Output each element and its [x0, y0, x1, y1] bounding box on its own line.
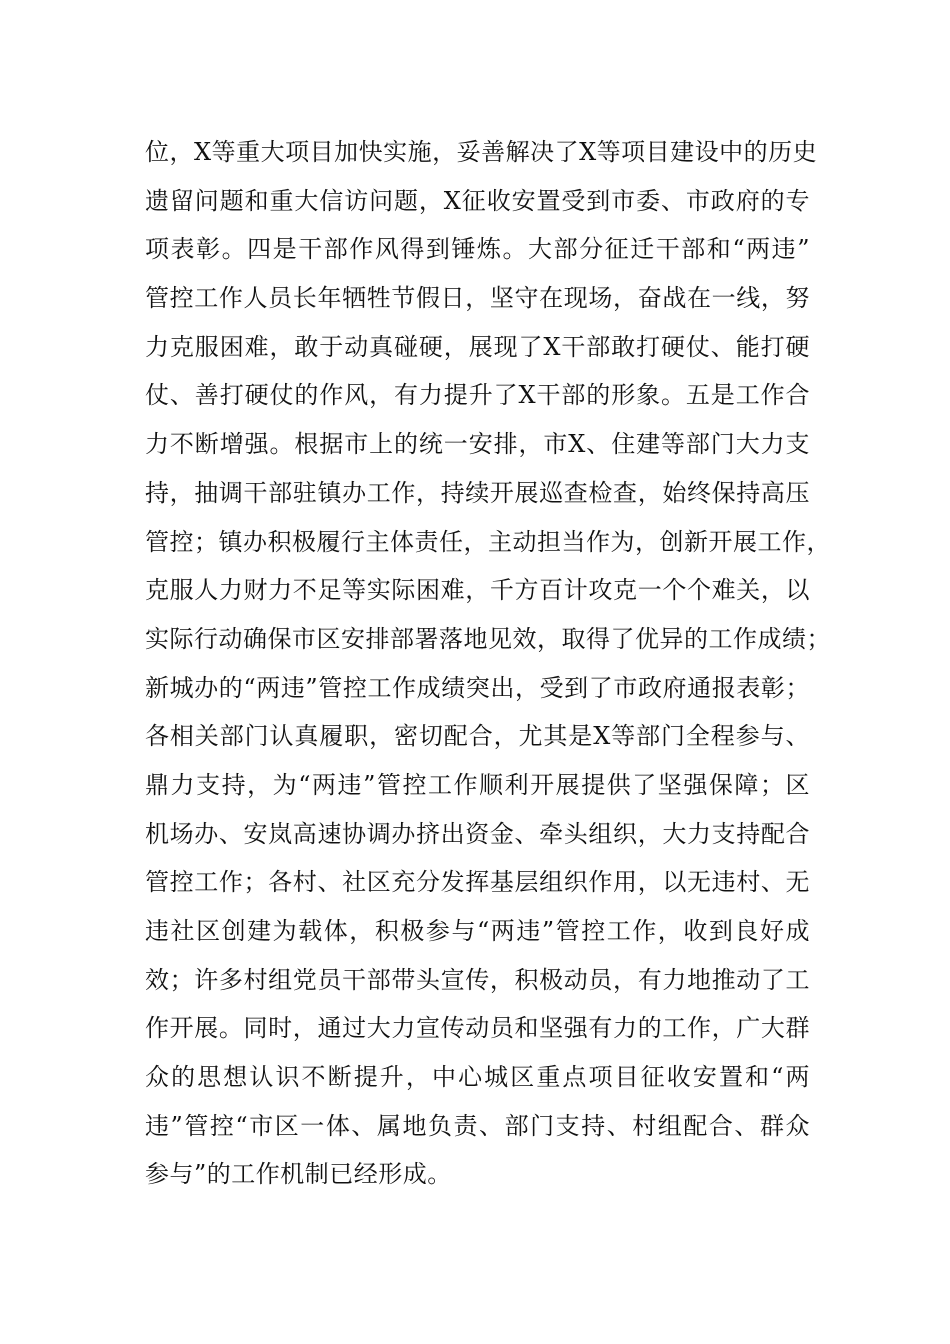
text-line: 管控工作；各村、社区充分发挥基层组织作用，以无违村、无	[145, 868, 810, 897]
text-line: 新城办的“两违”管控工作成绩突出，受到了市政府通报表彰；	[145, 673, 810, 702]
text-line: 实际行动确保市区安排部署落地见效，取得了优异的工作成绩；	[145, 624, 831, 653]
text-line: 参与”的工作机制已经形成。	[145, 1160, 452, 1189]
text-line: 仗、善打硬仗的作风，有力提升了X干部的形象。五是工作合	[145, 381, 810, 410]
text-line: 遗留问题和重大信访问题，X征收安置受到市委、市政府的专	[145, 186, 810, 215]
text-line: 各相关部门认真履职，密切配合，尤其是X等部门全程参与、	[145, 722, 810, 751]
text-line: 力克服困难，敢于动真碰硬，展现了X干部敢打硬仗、能打硬	[145, 332, 810, 361]
text-line: 机场办、安岚高速协调办挤出资金、牵头组织，大力支持配合	[145, 819, 810, 848]
text-line: 力不断增强。根据市上的统一安排，市X、住建等部门大力支	[145, 430, 810, 459]
text-line: 项表彰。四是干部作风得到锤炼。大部分征迁干部和“两违”	[145, 235, 810, 264]
text-line: 违”管控“市区一体、属地负责、部门支持、村组配合、群众	[145, 1111, 810, 1140]
text-line: 鼎力支持，为“两违”管控工作顺利开展提供了坚强保障；区	[145, 770, 810, 799]
text-line: 作开展。同时，通过大力宣传动员和坚强有力的工作，广大群	[145, 1014, 810, 1043]
text-line: 违社区创建为载体，积极参与“两违”管控工作，收到良好成	[145, 917, 810, 945]
text-line: 众的思想认识不断提升，中心城区重点项目征收安置和“两	[145, 1063, 810, 1092]
body-text	[145, 128, 831, 1199]
text-line: 位，X等重大项目加快实施，妥善解决了X等项目建设中的历史	[145, 138, 818, 166]
text-line: 效；许多村组党员干部带头宣传，积极动员，有力地推动了工	[145, 965, 810, 994]
text-line: 持，抽调干部驻镇办工作，持续开展巡查检查，始终保持高压	[145, 478, 810, 507]
text-line: 管控工作人员长年牺牲节假日，坚守在现场，奋战在一线，努	[145, 284, 810, 313]
text-line: 克服人力财力不足等实际困难，千方百计攻克一个个难关，以	[145, 576, 810, 605]
text-line: 管控；镇办积极履行主体责任，主动担当作为，创新开展工作，	[145, 527, 831, 556]
